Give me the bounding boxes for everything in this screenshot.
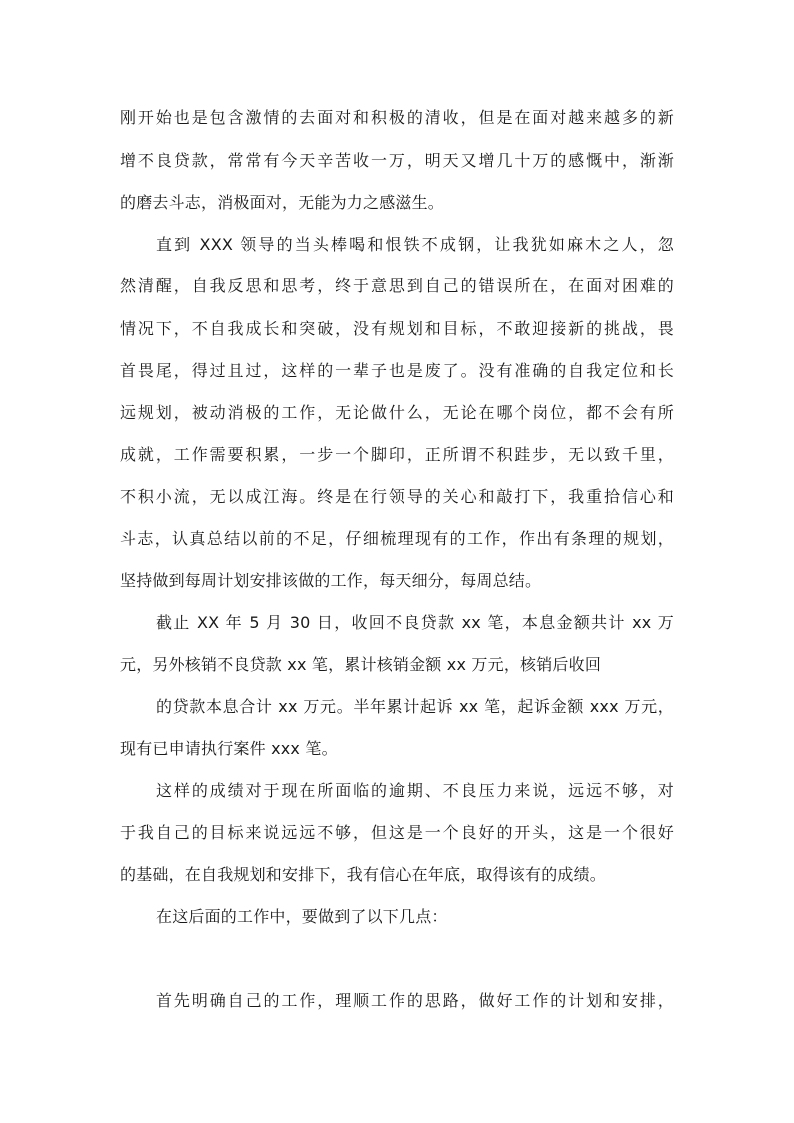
text-line: 的基础，在自我规划和安排下，我有信心在年底，取得该有的成绩。 xyxy=(120,865,607,884)
text-line: 不积小流，无以成江海。终是在行领导的关心和敲打下，我重拾信心和 xyxy=(120,487,674,506)
text-line: 首先明确自己的工作，理顺工作的思路，做好工作的计划和安排， xyxy=(156,991,674,1010)
text-line: 首畏尾，得过且过，这样的一辈子也是废了。没有准确的自我定位和长 xyxy=(120,361,674,380)
text-line: 然清醒，自我反思和思考，终于意思到自己的错误所在，在面对困难的 xyxy=(120,276,674,295)
text-line: 的贷款本息合计 xx 万元。半年累计起诉 xx 笔，起诉金额 xxx 万元， xyxy=(156,697,674,716)
text-line: 截止 XX 年 5 月 30 日，收回不良贷款 xx 笔，本息金额共计 xx 万 xyxy=(156,613,674,632)
text-line: 现有已申请执行案件 xxx 笔。 xyxy=(120,739,338,758)
text-line: 斗志，认真总结以前的不足，仔细梳理现有的工作，作出有条理的规划， xyxy=(120,529,674,548)
text-line: 这样的成绩对于现在所面临的逾期、不良压力来说，远远不够，对 xyxy=(156,781,674,800)
text-line: 的磨去斗志，消极面对，无能为力之感滋生。 xyxy=(120,193,445,212)
text-line: 情况下，不自我成长和突破，没有规划和目标，不敢迎接新的挑战，畏 xyxy=(120,319,674,338)
text-line: 成就，工作需要积累，一步一个脚印，正所谓不积跬步，无以致千里， xyxy=(120,445,674,464)
text-line: 元，另外核销不良贷款 xx 笔，累计核销金额 xx 万元，核销后收回 xyxy=(120,655,602,674)
text-line: 坚持做到每周计划安排该做的工作，每天细分，每周总结。 xyxy=(120,571,542,590)
text-line: 在这后面的工作中，要做到了以下几点： xyxy=(156,907,448,926)
text-line: 直到 XXX 领导的当头棒喝和恨铁不成钢，让我犹如麻木之人，忽 xyxy=(156,235,674,254)
text-line: 于我自己的目标来说远远不够，但这是一个良好的开头，这是一个很好 xyxy=(120,823,674,842)
text-line: 刚开始也是包含激情的去面对和积极的清收，但是在面对越来越多的新 xyxy=(120,108,674,127)
text-line: 增不良贷款，常常有今天辛苦收一万，明天又增几十万的感慨中，渐渐 xyxy=(120,151,674,170)
text-line: 远规划，被动消极的工作，无论做什么，无论在哪个岗位，都不会有所 xyxy=(120,403,674,422)
